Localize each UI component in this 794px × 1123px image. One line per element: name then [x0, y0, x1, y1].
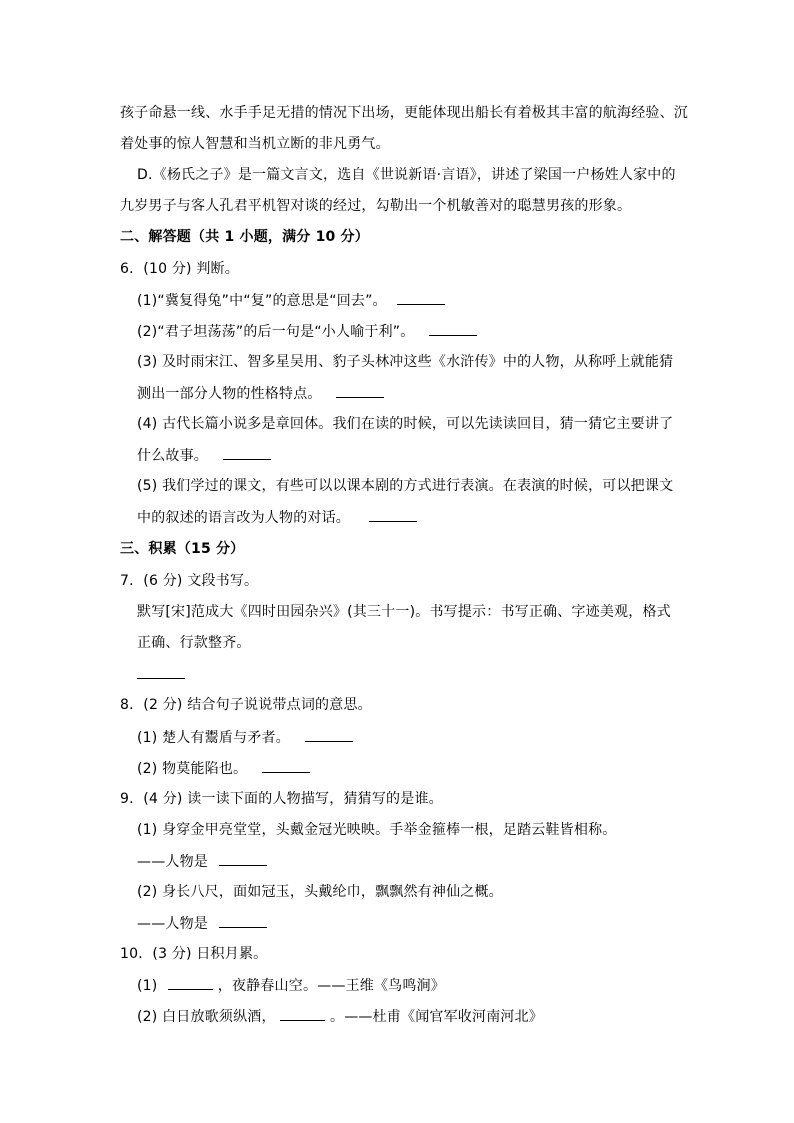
question-7-answer: [137, 664, 185, 685]
question-6-item-2: [137, 321, 477, 342]
question-8-item-2: [137, 758, 310, 779]
option-d-line-1: D.《杨氏之子》是一篇文言文，选自《世说新语·言语》，讲述了梁国一户杨姓人家中的: [137, 167, 676, 183]
question-7-stem: 7．(6 分) 文段书写。: [120, 573, 259, 589]
question-10-item-1-prefix: (1): [137, 978, 158, 994]
answer-blank[interactable]: [429, 321, 477, 336]
question-9-item-1: (1) 身穿金甲亮堂堂，头戴金冠光映映。手举金箍棒一根，足踏云鞋皆相称。: [137, 822, 617, 838]
question-7-body-2: 正确、行款整齐。: [137, 635, 251, 651]
question-9-answer-2-label: ——人物是: [137, 916, 208, 932]
question-6-item-5b-text: 中的叙述的语言改为人物的对话。: [137, 510, 350, 526]
question-8-stem: 8．(2 分) 结合句子说说带点词的意思。: [120, 697, 372, 713]
question-9-stem: 9．(4 分) 读一读下面的人物描写，猜猜写的是谁。: [120, 791, 443, 807]
answer-blank[interactable]: [223, 445, 271, 460]
question-6-item-5a: (5) 我们学过的课文，有些可以以课本剧的方式进行表演。在表演的时候，可以把课文: [137, 478, 674, 494]
question-8-item-2-text: (2) 物莫能陷也。: [137, 761, 248, 777]
question-6-stem: 6．(10 分) 判断。: [120, 261, 239, 277]
prev-answer-line-2: 着处事的惊人智慧和当机立断的非凡勇气。: [120, 136, 390, 152]
question-9-answer-1: [137, 851, 267, 872]
answer-blank[interactable]: [369, 507, 417, 522]
question-6-item-1-text: (1)“冀复得兔”中“复”的意思是“回去”。: [137, 293, 387, 309]
question-6-item-3b: [137, 383, 384, 404]
question-6-item-4a: (4) 古代长篇小说多是章回体。我们在读的时候，可以先读读回目，猜一猜它主要讲了: [137, 416, 674, 432]
answer-blank[interactable]: [219, 913, 267, 928]
answer-blank[interactable]: [336, 383, 384, 398]
question-9-answer-2: [137, 913, 267, 934]
question-10-item-1: [137, 975, 445, 996]
question-6-item-4b-text: 什么故事。: [137, 448, 208, 464]
prev-answer-line-1: 孩子命悬一线、水手手足无措的情况下出场，更能体现出船长有着极其丰富的航海经验、沉: [120, 105, 688, 121]
answer-blank[interactable]: [280, 1006, 325, 1021]
question-6-item-5b: [137, 507, 417, 528]
answer-blank[interactable]: [168, 975, 213, 990]
question-7-body-1: 默写[宋]范成大《四时田园杂兴》(其三十一)。书写提示：书写正确、字迹美观，格式: [137, 604, 671, 620]
section-3-title: 三、积累（15 分）: [120, 541, 245, 557]
answer-blank[interactable]: [137, 664, 185, 679]
answer-blank[interactable]: [262, 758, 310, 773]
question-8-item-1: [137, 727, 353, 748]
option-d-line-2: 九岁男子与客人孔君平机智对谈的经过，勾勒出一个机敏善对的聪慧男孩的形象。: [120, 198, 632, 214]
answer-blank[interactable]: [305, 727, 353, 742]
section-2-title: 二、解答题（共 1 小题，满分 10 分）: [120, 229, 369, 245]
answer-blank[interactable]: [219, 851, 267, 866]
question-10-item-2-suffix: 。——杜甫《闻官军收河南河北》: [330, 1009, 543, 1025]
question-6-item-4b: [137, 445, 271, 466]
answer-blank[interactable]: [397, 290, 445, 305]
question-10-stem: 10．(3 分) 日积月累。: [120, 946, 268, 962]
question-10-item-2-prefix: (2) 白日放歌须纵酒，: [137, 1009, 276, 1025]
question-6-item-1: [137, 290, 445, 311]
question-6-item-2-text: (2)“君子坦荡荡”的后一句是“小人喻于利”。: [137, 324, 415, 340]
question-10-item-1-suffix: ，夜静春山空。——王维《鸟鸣涧》: [217, 978, 445, 994]
question-9-item-2: (2) 身长八尺，面如冠玉，头戴纶巾，飘飘然有神仙之概。: [137, 884, 503, 900]
question-6-item-3a: (3) 及时雨宋江、智多星吴用、豹子头林冲这些《水浒传》中的人物，从称呼上就能猜: [137, 354, 674, 370]
question-8-item-1-text: (1) 楚人有鬻盾与矛者。: [137, 730, 290, 746]
question-6-item-3b-text: 测出一部分人物的性格特点。: [137, 386, 322, 402]
question-10-item-2: [137, 1006, 543, 1027]
question-9-answer-1-label: ——人物是: [137, 854, 208, 870]
